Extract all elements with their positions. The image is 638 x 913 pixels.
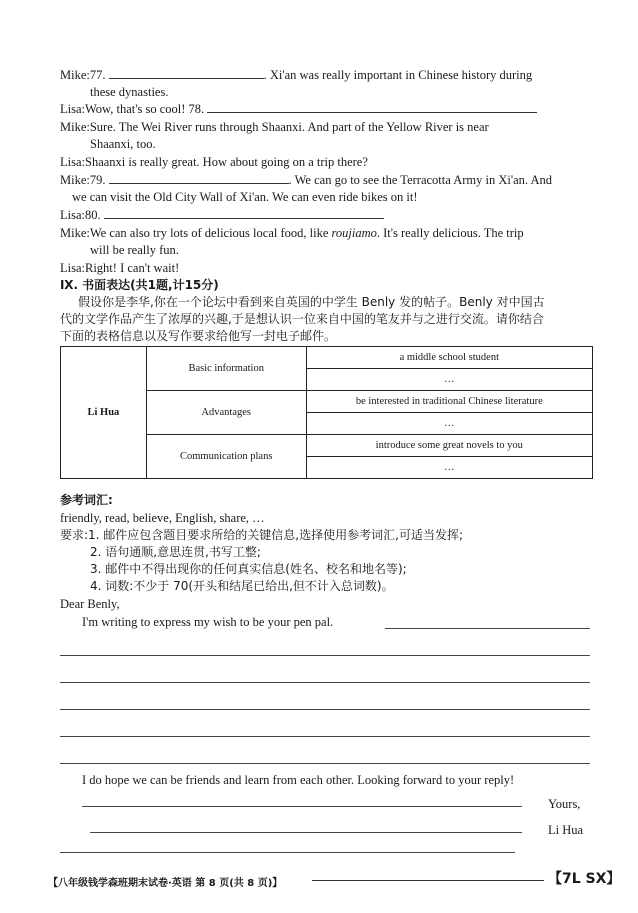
q77-text: . Xi'an was really important in Chinese history during (263, 68, 533, 82)
lisa-trip-line: Lisa:Shaanxi is really great. How about going on a trip there? (60, 155, 368, 169)
table-label-basic: Basic information (146, 347, 306, 391)
letter-signoff: Yours, (548, 797, 581, 811)
table-label-advantages: Advantages (146, 391, 306, 435)
writing-line[interactable] (60, 763, 590, 764)
q79-text: . We can go to see the Terracotta Army in Xi'an. And (288, 173, 552, 187)
writing-line[interactable] (60, 852, 515, 853)
requirement-4: 4. 词数:不少于 70(开头和结尾已给出,但不计入总词数)。 (90, 579, 394, 593)
mike-food-continuation: will be really fun. (90, 243, 179, 257)
table-value-advantages-2: … (306, 413, 592, 435)
info-table (60, 346, 593, 479)
roujiamo-term: roujiamo (331, 226, 377, 240)
writing-line[interactable] (385, 628, 590, 629)
table-value-advantages-1: be interested in traditional Chinese literature (306, 391, 592, 413)
requirement-3: 3. 邮件中不得出现你的任何真实信息(姓名、校名和地名等); (90, 562, 407, 576)
question-77-line (60, 67, 532, 83)
writing-line[interactable] (60, 709, 590, 710)
table-value-basic-1: a middle school student (306, 347, 592, 369)
answer-blank-79[interactable] (109, 172, 289, 184)
section-intro-3: 下面的表格信息以及写作要求给他写一封电子邮件。 (60, 329, 337, 343)
mike-wei-river-line: Mike:Sure. The Wei River runs through Shaanxi. And part of the Yellow River is near (60, 120, 489, 134)
question-79-line (60, 172, 552, 188)
q80-prefix: Lisa:80. (60, 208, 101, 222)
footer-page-info: 【八年级钱学森班期末试卷·英语 第 8 页(共 8 页)】 (48, 878, 283, 889)
section-heading: Ⅸ. 书面表达(共1题,计15分) (60, 278, 219, 292)
mike-food-line: Mike:We can also try lots of delicious local food, like roujiamo. It's really delicious. The trip (60, 226, 524, 240)
section-intro-2: 代的文学作品产生了浓厚的兴趣,于是想认识一位来自中国的笔友并与之进行交流。请你结合 (60, 312, 544, 326)
lisa-right-line: Lisa:Right! I can't wait! (60, 261, 180, 275)
requirement-1: 要求:1. 邮件应包含题目要求所给的关键信息,选择使用参考词汇,可适当发挥; (60, 528, 463, 542)
table-value-communication-1: introduce some great novels to you (306, 435, 592, 457)
writing-line[interactable] (60, 682, 590, 683)
letter-greeting: Dear Benly, (60, 597, 120, 611)
table-label-communication: Communication plans (146, 435, 306, 479)
table-value-communication-2: … (306, 457, 592, 479)
question-80-line (60, 207, 384, 223)
vocab-words: friendly, read, believe, English, share, … (60, 511, 265, 525)
footer-code: 【7L SX】 (548, 871, 621, 887)
vocab-label: 参考词汇: (60, 493, 113, 507)
writing-line[interactable] (60, 655, 590, 656)
letter-opening: I'm writing to express my wish to be your pen pal. (82, 615, 334, 629)
writing-line[interactable] (60, 736, 590, 737)
answer-blank-80[interactable] (104, 207, 384, 219)
q77-prefix: Mike:77. (60, 68, 106, 82)
letter-opening-line (82, 614, 333, 630)
writing-line[interactable] (90, 832, 522, 833)
answer-blank-78[interactable] (207, 101, 537, 113)
requirement-2: 2. 语句通顺,意思连贯,书写工整; (90, 545, 261, 559)
answer-blank-77[interactable] (109, 67, 264, 79)
writing-line[interactable] (82, 806, 522, 807)
mike-wei-river-continuation: Shaanxi, too. (90, 137, 156, 151)
question-78-line (60, 101, 537, 117)
footer-rule (312, 880, 544, 881)
q79-prefix: Mike:79. (60, 173, 106, 187)
table-name-cell: Li Hua (61, 347, 147, 479)
q79-continuation: we can visit the Old City Wall of Xi'an. We can even ride bikes on it! (72, 190, 418, 204)
table-value-basic-2: … (306, 369, 592, 391)
q78-prefix: Lisa:Wow, that's so cool! 78. (60, 102, 205, 116)
letter-signature: Li Hua (548, 823, 584, 837)
q77-continuation: these dynasties. (90, 85, 169, 99)
letter-closing: I do hope we can be friends and learn from each other. Looking forward to your reply! (82, 773, 515, 787)
section-intro-1: 假设你是李华,你在一个论坛中看到来自英国的中学生 Benly 发的帖子。Benly 对中国古 (78, 295, 545, 309)
